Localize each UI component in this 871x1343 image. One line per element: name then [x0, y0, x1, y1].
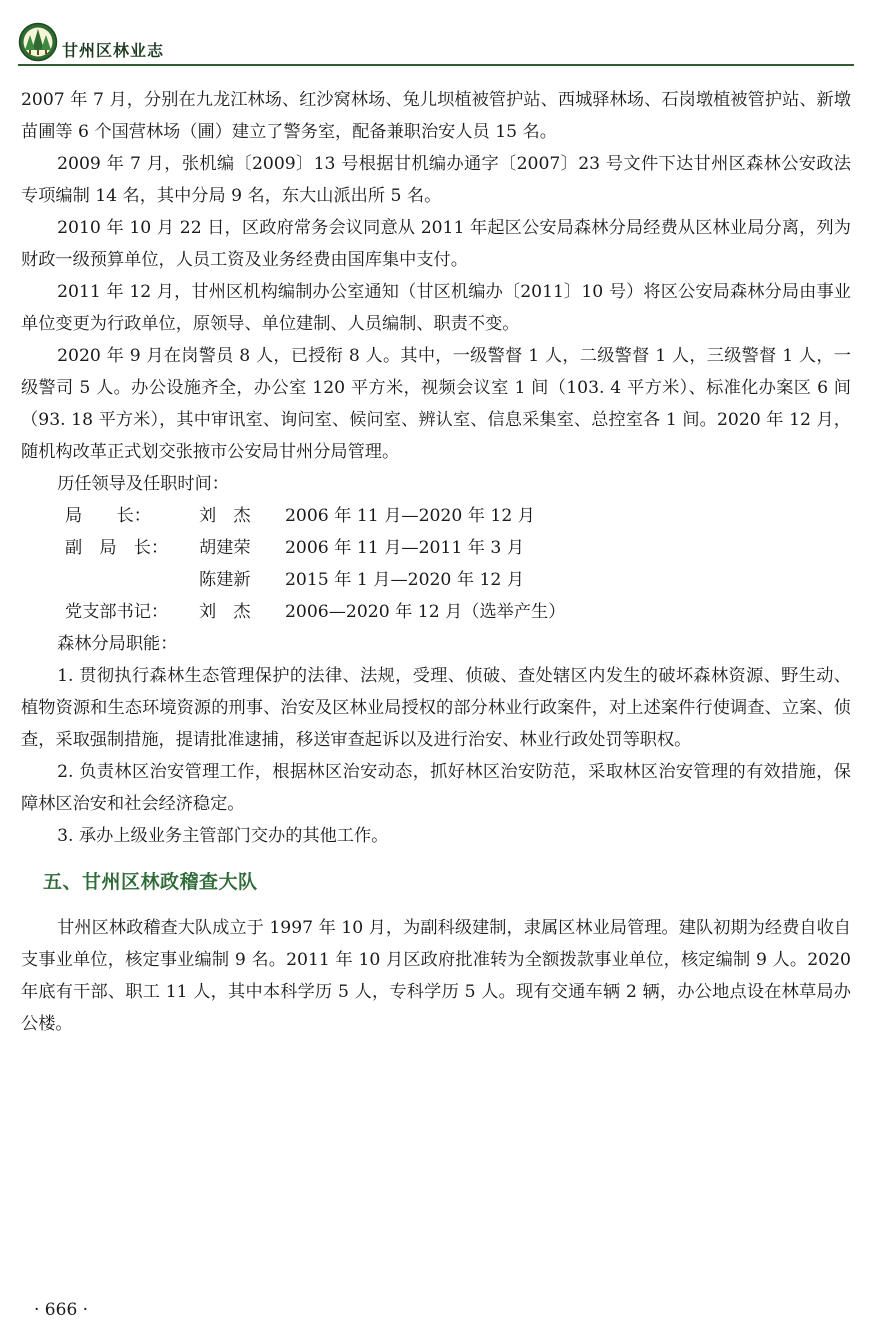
paragraph-2009: 2009 年 7 月，张机编〔2009〕13 号根据甘机编办通字〔2007〕23 号文件下达甘州区森林公安政法专项编制 14 名，其中分局 9 名，东大山派出所 5 名。 [21, 154, 851, 206]
page-header [18, 22, 854, 66]
duty-item-2: 2. 负责林区治安管理工作，根据林区治安动态，抓好林区治安防范，采取林区治安管理的有效措施，保障林区治安和社会经济稳定。 [21, 762, 851, 814]
leader-term: 2015 年 1 月—2020 年 12 月 [285, 570, 525, 590]
leader-role: 党支部书记： [65, 602, 169, 622]
leader-role: 局 长： [65, 506, 151, 526]
leader-term: 2006—2020 年 12 月（选举产生） [285, 602, 566, 622]
paragraph-2011: 2011 年 12 月，甘州区机构编制办公室通知（甘区机编办〔2011〕10 号）将区公安局森林分局由事业单位变更为行政单位，原领导、单位建制、人员编制、职责不变。 [21, 282, 851, 334]
leader-row [65, 596, 565, 628]
leader-name: 刘 杰 [199, 602, 251, 622]
duties-heading: 森林分局职能： [57, 634, 178, 654]
leader-role [65, 564, 199, 596]
paragraph-2010: 2010 年 10 月 22 日，区政府常务会议同意从 2011 年起区公安局森林分局经费从区林业局分离，列为财政一级预算单位，人员工资及业务经费由国库集中支付。 [21, 218, 851, 270]
page-number: · 666 · [34, 1300, 89, 1320]
leader-row [65, 564, 565, 596]
book-title: 甘州区林业志 [62, 41, 165, 60]
duty-item-3: 3. 承办上级业务主管部门交办的其他工作。 [57, 826, 389, 846]
section-paragraph: 甘州区林政稽查大队成立于 1997 年 10 月，为副科级建制，隶属区林业局管理。建队初期为经费自收自支事业单位，核定事业编制 9 名。2011 年 10 月区政府批准转为全额拨款事业单位，核定编制 9 人。2020 年底有干部、职工 11 人，其中本科学历 5 人，专科学历 5 人。现有交通车辆 2 辆，办公地点设在林草局办公楼。 [21, 918, 851, 1034]
paragraph-2007: 2007 年 7 月，分别在九龙江林场、红沙窝林场、兔儿坝植被管护站、西城驿林场、石岗墩植被管护站、新墩苗圃等 6 个国营林场（圃）建立了警务室，配备兼职治安人员 15 名。 [21, 90, 851, 142]
header-divider [18, 64, 854, 66]
leader-name: 刘 杰 [199, 506, 251, 526]
leaders-heading: 历任领导及任职时间： [57, 474, 229, 494]
leader-name: 陈建新 [199, 570, 251, 590]
leader-row [65, 532, 565, 564]
leader-term: 2006 年 11 月—2020 年 12 月 [285, 506, 535, 526]
leader-role: 副 局 长： [65, 538, 169, 558]
section-heading: 五、甘州区林政稽查大队 [43, 871, 258, 893]
leader-row [65, 500, 565, 532]
leaders-table [65, 500, 565, 628]
leader-name: 胡建荣 [199, 538, 251, 558]
forest-emblem-icon [18, 22, 58, 62]
page-body [21, 84, 851, 1040]
duty-item-1: 1. 贯彻执行森林生态管理保护的法律、法规，受理、侦破、查处辖区内发生的破坏森林资源、野生动、植物资源和生态环境资源的刑事、治安及区林业局授权的部分林业行政案件，对上述案件行使调查、立案、侦查，采取强制措施，提请批准逮捕，移送审查起诉以及进行治安、林业行政处罚等职权。 [21, 666, 851, 750]
leader-term: 2006 年 11 月—2011 年 3 月 [285, 538, 525, 558]
paragraph-2020: 2020 年 9 月在岗警员 8 人，已授衔 8 人。其中，一级警督 1 人，二级警督 1 人，三级警督 1 人，一级警司 5 人。办公设施齐全，办公室 120 平方米，视频会议室 1 间（103. 4 平方米）、标准化办案区 6 间（93. 18 平方米），其中审讯室、询问室、候问室、辨认室、信息采集室、总控室各 1 间。2020 年 12 月，随机构改革正式划交张掖市公安局甘州分局管理。 [21, 346, 851, 462]
